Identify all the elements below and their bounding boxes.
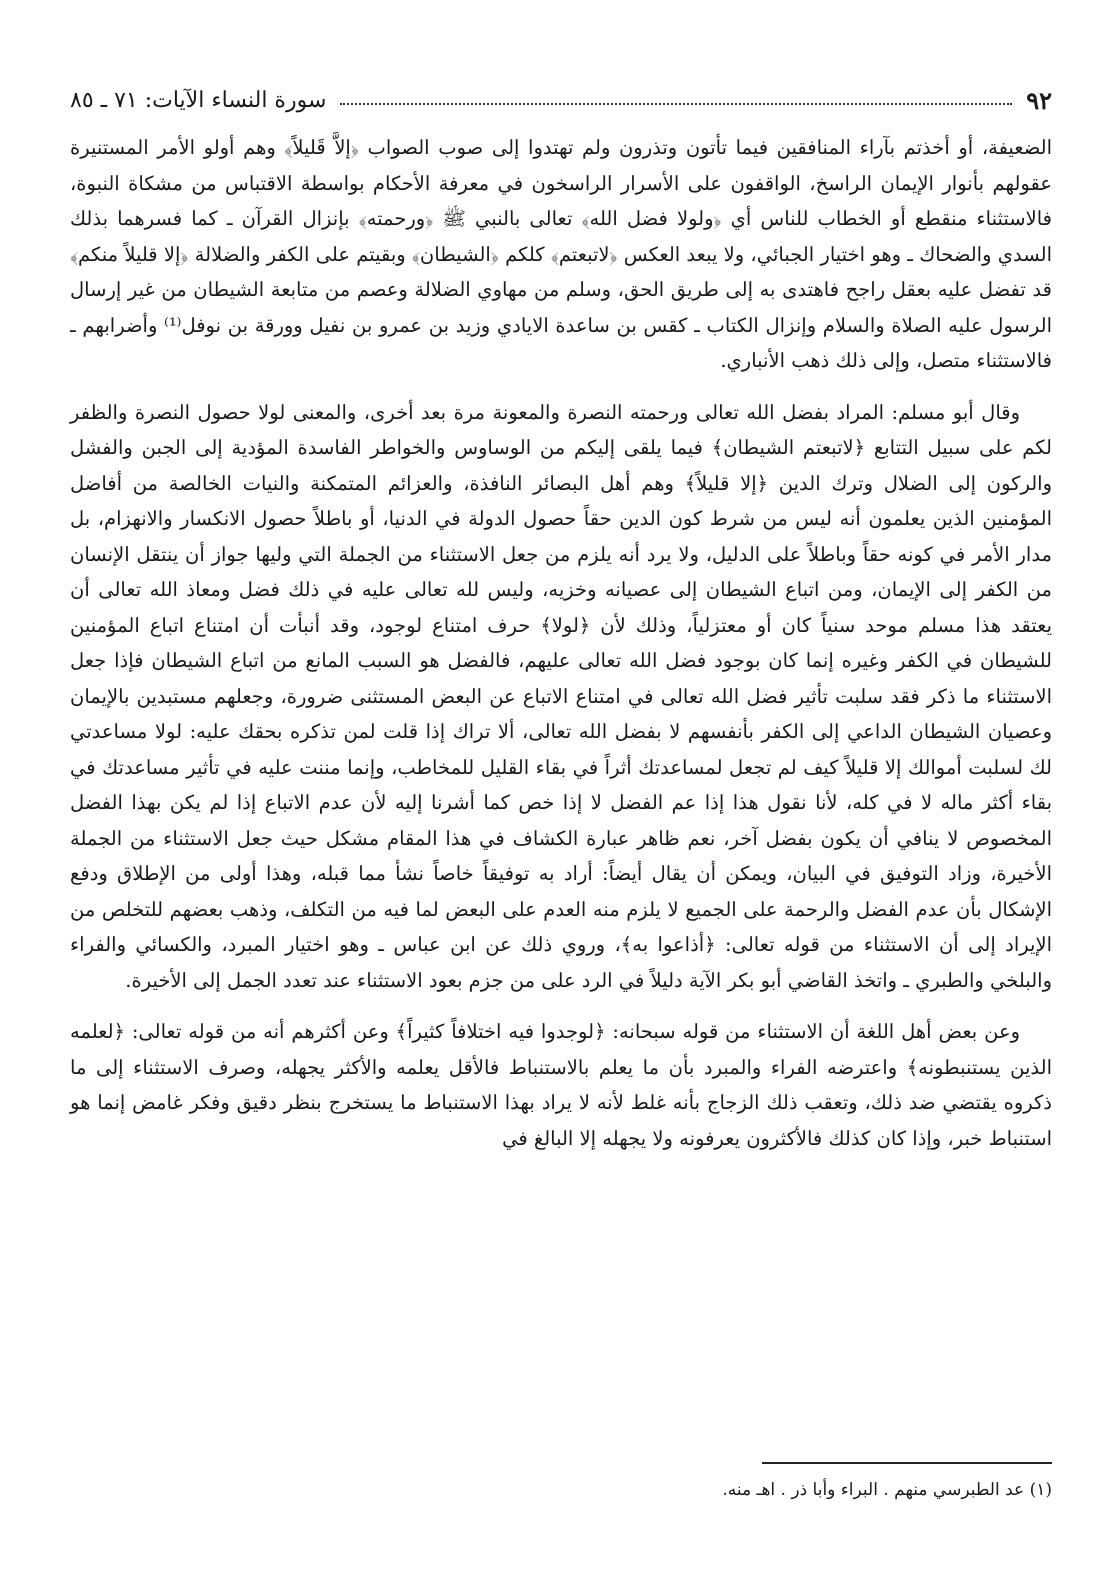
paragraph-2: وقال أبو مسلم: المراد بفضل الله تعالى ورحمته النصرة والمعونة مرة بعد أخرى، والمعنى لولا حصول النصرة والظفر لكم على سبيل التتابع ﴿لاتبعتم الشيطان﴾ فيما يلقى إليكم من الوساوس والخواطر الفاسدة المؤدية إلى الجبن والفشل والركون إلى الضلال وترك الدين ﴿إلا قليلاً﴾ وهم أهل البصائر النافذة، والعزائم المتمكنة والنيات الخالصة من أفاضل المؤمنين الذين يعلمون أنه ليس من شرط كون الدين حقاً حصول الدولة في الدنيا، أو باطلاً حصول الانكسار والانهزام، بل مدار الأمر في كونه حقاً وباطلاً على الدليل، ولا يرد أنه يلزم من جعل الاستثناء من الجملة التي وليها جواز أن ينتقل الإنسان من الكفر إلى الإيمان، ومن اتباع الشيطان إلى عصيانه وخزيه، وليس لله تعالى عليه في ذلك فضل ومعاذ الله تعالى أن يعتقد هذا مسلم موحد سنياً كان أو معتزلياً، وذلك لأن ﴿لولا﴾ حرف امتناع لوجود، وقد أنبأت أن امتناع اتباع المؤمنين للشيطان في الكفر وغيره إنما كان بوجود فضل الله تعالى عليهم، فالفضل هو السبب المانع من اتباع الشيطان فإذا جعل الاستثناء ما ذكر فقد سلبت تأثير فضل الله تعالى في امتناع الاتباع عن البعض المستثنى ضرورة، وجعلهم مستبدين بالإيمان وعصيان الشيطان الداعي إلى الكفر بأنفسهم لا بفضل الله تعالى، ألا تراك إذا قلت لمن تذكره بحقك عليه: لولا مساعدتي لك لسلبت أموالك إلا قليلاً كيف لم تجعل لمساعدتك أثراً في بقاء القليل للمخاطب، وإنما مننت عليه في تأثير مساعدتك في بقاء أكثر ماله لا في كله، لأنا نقول هذا إذا عم الفضل لا إذا خص كما أشرنا إليه لأن عدم الاتباع إذا لم يكن بهذا الفضل المخصوص لا ينافي أن يكون بفضل آخر، نعم ظاهر عبارة الكشاف في هذا المقام مشكل حيث جعل الاستثناء من الجملة الأخيرة، وزاد التوفيق في البيان، ويمكن أن يقال أيضاً: أراد به توفيقاً خاصاً نشأ مما قبله، وهذا أولى من الإطلاق ودفع الإشكال بأن عدم الفضل والرحمة على الجميع لا يلزم منه العدم على البعض لما فيه من التكلف، وذهب بعضهم للتخلص من الإيراد إلى أن الاستثناء من قوله تعالى: ﴿أذاعوا به﴾، وروي ذلك عن ابن عباس ـ وهو اختيار المبرد، والكسائي والفراء والبلخي والطبري ـ واتخذ القاضي أبو بكر الآية دليلاً في الرد على من جزم بعود الاستثناء عند تعدد الجمل إلى الأخيرة. <box>70 400 1053 992</box>
running-title: سورة النساء الآيات: ٧١ ـ ٨٥ <box>70 87 327 113</box>
paragraph-1: الضعيفة، أو أخذتم بآراء المنافقين فيما تأتون وتذرون ولم تهتدوا إلى صوب الصواب ﴿إلاَّ قَليلاً﴾ وهم أولو الأمر المستنيرة عقولهم بأنوار الإيمان الراسخ، الواقفون على الأسرار الراسخون في معرفة الأحكام بواسطة الاقتباس من مشكاة النبوة، فالاستثناء منقطع أو الخطاب للناس أي ﴿ولولا فضل الله﴾ تعالى بالنبي ﷺ ﴿ورحمته﴾ بإنزال القرآن ـ كما فسرهما بذلك السدي والضحاك ـ وهو اختيار الجبائي، ولا يبعد العكس ﴿لاتبعتم﴾ كلكم ﴿الشيطان﴾ وبقيتم على الكفر والضلالة ﴿إلا قليلاً منكم﴾ قد تفضل عليه بعقل راجح فاهتدى به إلى طريق الحق، وسلم من مهاوي الضلالة وعصم من متابعة الشيطان من غير إرسال الرسول عليه الصلاة والسلام وإنزال الكتاب ـ كقس بن ساعدة الايادي وزيد بن عمرو بن نفيل وورقة بن نوفل⁽¹⁾ وأضرابهم ـ فالاستثناء متصل، وإلى ذلك ذهب الأنباري. <box>70 136 1052 372</box>
footnote: (١) عد الطبرسي منهم . البراء وأبا ذر . اهـ منه. <box>722 1480 1052 1500</box>
body-text <box>70 130 1052 1156</box>
page-header <box>70 78 1052 122</box>
page-number: ٩٢ <box>1026 85 1052 115</box>
header-dotted-leader <box>340 103 1012 105</box>
paragraph-3: وعن بعض أهل اللغة أن الاستثناء من قوله سبحانه: ﴿لوجدوا فيه اختلافاً كثيراً﴾ وعن أكثرهم أنه من قوله تعالى: ﴿لعلمه الذين يستنبطونه﴾ واعترضه الفراء والمبرد بأن ما يعلم بالاستنباط فالأقل يعلمه والأكثر يجهله، وصرف الاستثناء إلى ما ذكروه يقتضي ضد ذلك، وتعقب ذلك الزجاج بأنه غلط لأنه لا يراد بهذا الاستنباط ما يستخرج بنظر دقيق وفكر غامض إنما هو استنباط خبر، وإذا كان كذلك فالأكثرون يعرفونه ولا يجهله إلا البالغ في <box>70 1020 1052 1150</box>
footnote-divider <box>762 1462 1052 1464</box>
book-page <box>70 78 1052 1558</box>
